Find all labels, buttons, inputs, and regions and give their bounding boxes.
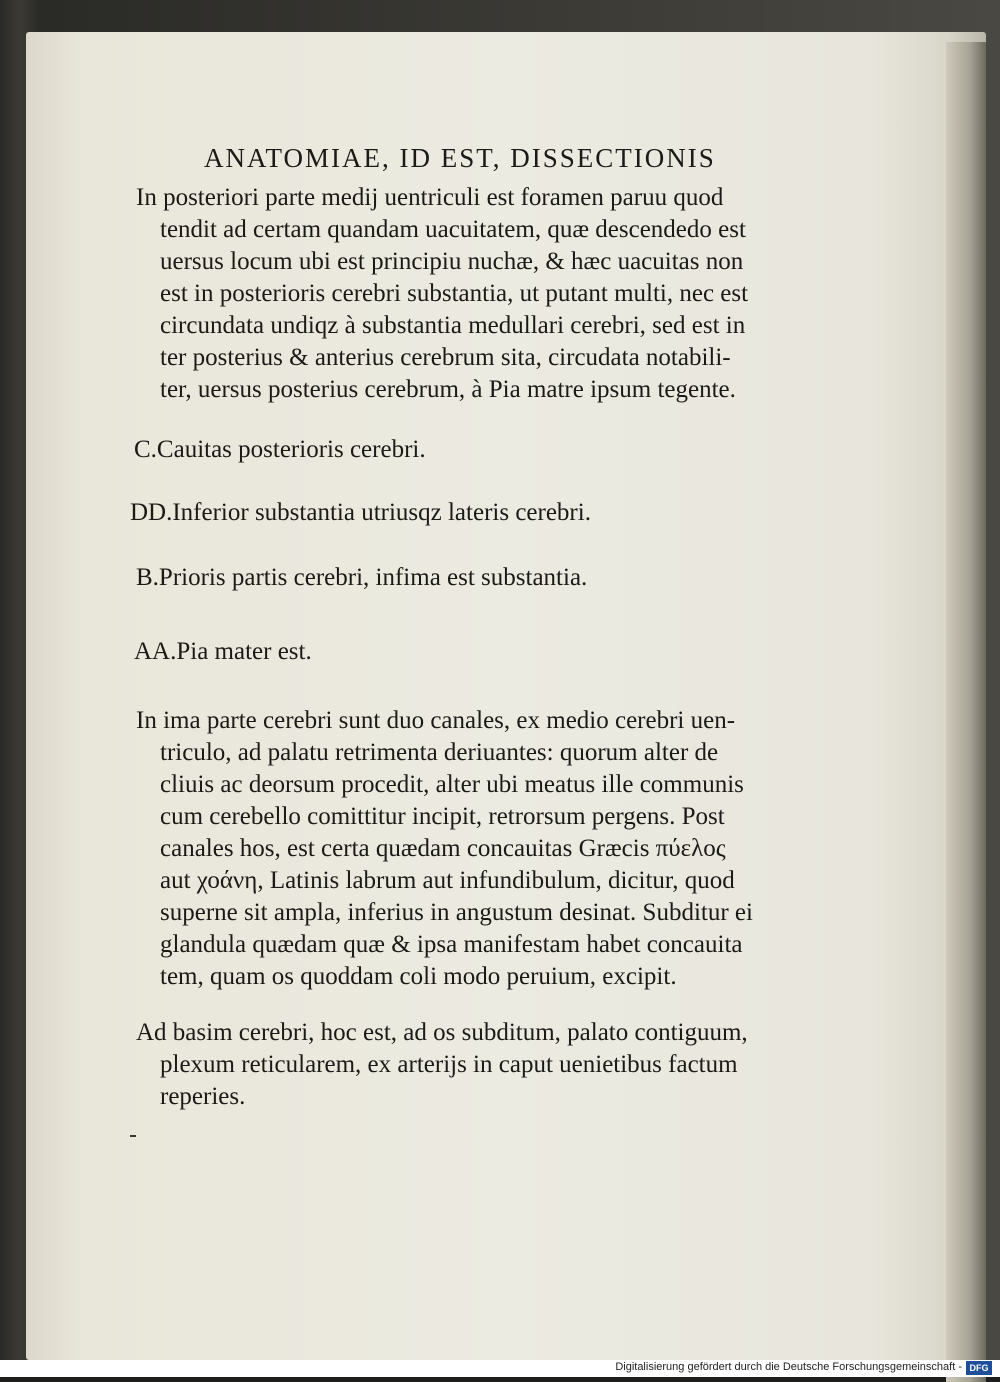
- book-page: [26, 32, 986, 1360]
- figure-label-b: B.Prioris partis cerebri, infima est substantia.: [136, 564, 588, 591]
- text-line: ter posterius & anterius cerebrum sita, circudata notabili-: [160, 344, 731, 371]
- figure-label-c: C.Cauitas posterioris cerebri.: [134, 436, 426, 463]
- text-line: plexum reticularem, ex arterijs in caput uenietibus factum: [160, 1051, 738, 1078]
- figure-label-dd: DD.Inferior substantia utriusqz lateris cerebri.: [130, 499, 591, 526]
- page-text: [26, 32, 986, 1360]
- text-line: glandula quædam quæ & ipsa manifestam habet concauita: [160, 931, 743, 958]
- figure-label-aa: AA.Pia mater est.: [134, 638, 312, 665]
- text-line: tem, quam os quoddam coli modo peruium, excipit.: [160, 963, 677, 990]
- paragraph-posterior-ventricle: [136, 182, 836, 406]
- paragraph-canals: [136, 705, 836, 993]
- text-line: reperies.: [160, 1083, 246, 1110]
- dfg-credit: Digitalisierung gefördert durch die Deutsche Forschungsgemeinschaft -: [615, 1361, 962, 1373]
- text-line: triculo, ad palatu retrimenta deriuantes: quorum alter de: [160, 739, 719, 766]
- text-line: tendit ad certam quandam uacuitatem, quæ descendedo est: [160, 216, 746, 243]
- dfg-logo-icon: DFG: [966, 1361, 992, 1375]
- text-line: canales hos, est certa quædam concauitas Græcis πύελος: [160, 835, 726, 862]
- text-line: aut χοάνη, Latinis labrum aut infundibulum, dicitur, quod: [160, 867, 735, 894]
- paragraph-plexus: [136, 1017, 836, 1113]
- text-line: In ima parte cerebri sunt duo canales, ex medio cerebri uen-: [136, 707, 736, 734]
- running-heading: ANATOMIAE, ID EST, DISSECTIONIS: [204, 143, 716, 173]
- text-line: est in posterioris cerebri substantia, ut putant multi, nec est: [160, 280, 749, 307]
- digitization-footer: [0, 1360, 1000, 1377]
- text-line: circundata undiqz à substantia medullari cerebri, sed est in: [160, 312, 746, 339]
- text-line: In posteriori parte medij uentriculi est foramen paruu quod: [136, 184, 724, 211]
- text-line: uersus locum ubi est principiu nuchæ, & hæc uacuitas non: [160, 248, 744, 275]
- ink-mark: [130, 1135, 136, 1137]
- text-line: cliuis ac deorsum procedit, alter ubi meatus ille communis: [160, 771, 744, 798]
- text-line: cum cerebello comittitur incipit, retrorsum pergens. Post: [160, 803, 725, 830]
- text-line: Ad basim cerebri, hoc est, ad os subditum, palato contiguum,: [136, 1019, 748, 1046]
- text-line: superne sit ampla, inferius in angustum desinat. Subditur ei: [160, 899, 753, 926]
- text-line: ter, uersus posterius cerebrum, à Pia matre ipsum tegente.: [160, 376, 736, 403]
